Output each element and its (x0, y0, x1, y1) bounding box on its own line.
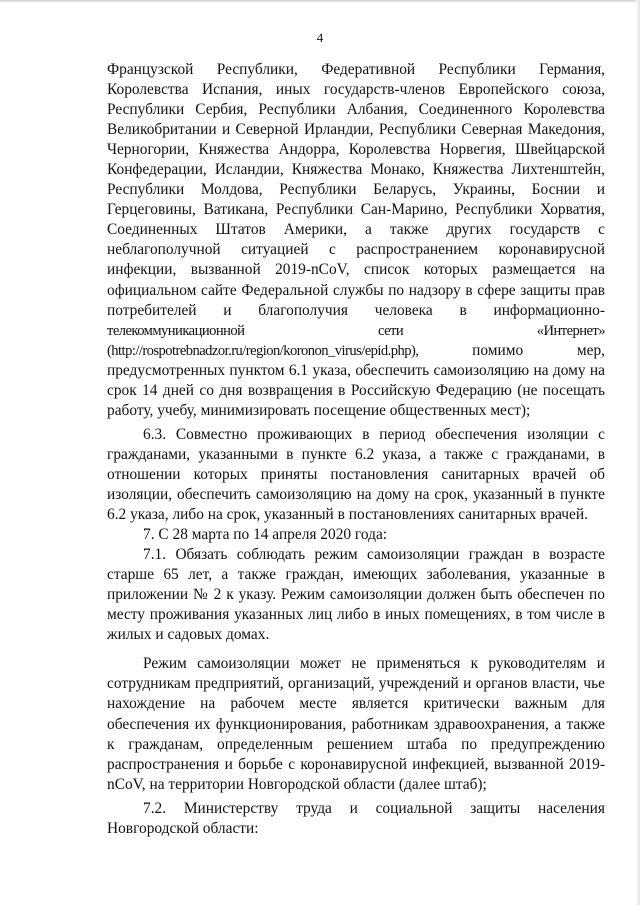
page-number: 4 (316, 30, 324, 45)
scan-edge-top (0, 0, 640, 3)
scan-edge-right (636, 0, 640, 905)
paragraph-6-3: 6.3. Совместно проживающих в период обеспечения изоляции с гражданами, указанными в пункте 6.2 указа, а также с гражданами, в отношении которых приняты постановления санитарных врачей об изоляции, обеспечить самоизоляцию на дому на срок, указанный в пункте 6.2 указа, либо на срок, указанный в постановлениях санитарных врачей. (107, 425, 605, 524)
paragraph-7-1: 7.1. Обязать соблюдать режим самоизоляции граждан в возрасте старше 65 лет, а также граждан, имеющих заболевания, указанные в приложении № 2 к указу. Режим самоизоляции должен быть обеспечен по месту проживания указанных лиц либо в иных помещениях, в том числе в жилых и садовых домах. (107, 546, 605, 644)
paragraph-6-2-continuation (107, 60, 605, 421)
paragraph-text: Французской Республики, Федеративной Республики Германия, Королевства Испания, иных государств-членов Европейского союза, Республики Сербия, Республики Албания, Соединенного Королевства Великобритании и Северной Ирландии, Республики Северная Македония, Черногории, Княжества Андорра, Королевства Норвегия, Швейцарской Конфедерации, Исландии, Княжества Монако, Княжества Лихтенштейн, Республики Молдова, Республики Беларусь, Украины, Боснии и Герцеговины, Ватикана, Республики Сан-Марино, Республики Хорватия, Соединенных Штатов Америки, а также других государств с неблагополучной ситуацией с распространением коронавирусной инфекции, вызванной 2019-nCoV, список которых размещается на официальном сайте Федеральной службы по надзору в сфере защиты прав потребителей и благополучия человека в информационно- (107, 61, 605, 319)
paragraph-7-heading: 7. С 28 марта по 14 апреля 2020 года: (143, 526, 388, 544)
rospotrebnadzor-url-line: телекоммуникационной сети «Интернет» (http://rospotrebnadzor.ru/region/koronon_virus/epid.php), (107, 322, 605, 359)
paragraph-self-isolation-exceptions: Режим самоизоляции может не применяться к руководителям и сотрудникам предприятий, организаций, учреждений и органов власти, чье нахождение на рабочем месте является критически важным для обеспечения их функционирования, работникам здравоохранения, а также к гражданам, определенным решением штаба по предупреждению распространения и борьбе с коронавирусной инфекцией, вызванной 2019-nCoV, на территории Новгородской области (далее штаб); (107, 655, 605, 793)
document-body (107, 60, 605, 839)
paragraph-7-2: 7.2. Министерству труда и социальной защиты населения Новгородской области: (107, 799, 605, 837)
paragraph-text: помимо мер, предусмотренных пунктом 6.1 указа, обеспечить самоизоляцию на дому на срок 14 дней со дня возвращения в Российскую Федерацию (не посещать работу, учебу, минимизировать посещение общественных мест); (107, 341, 605, 419)
